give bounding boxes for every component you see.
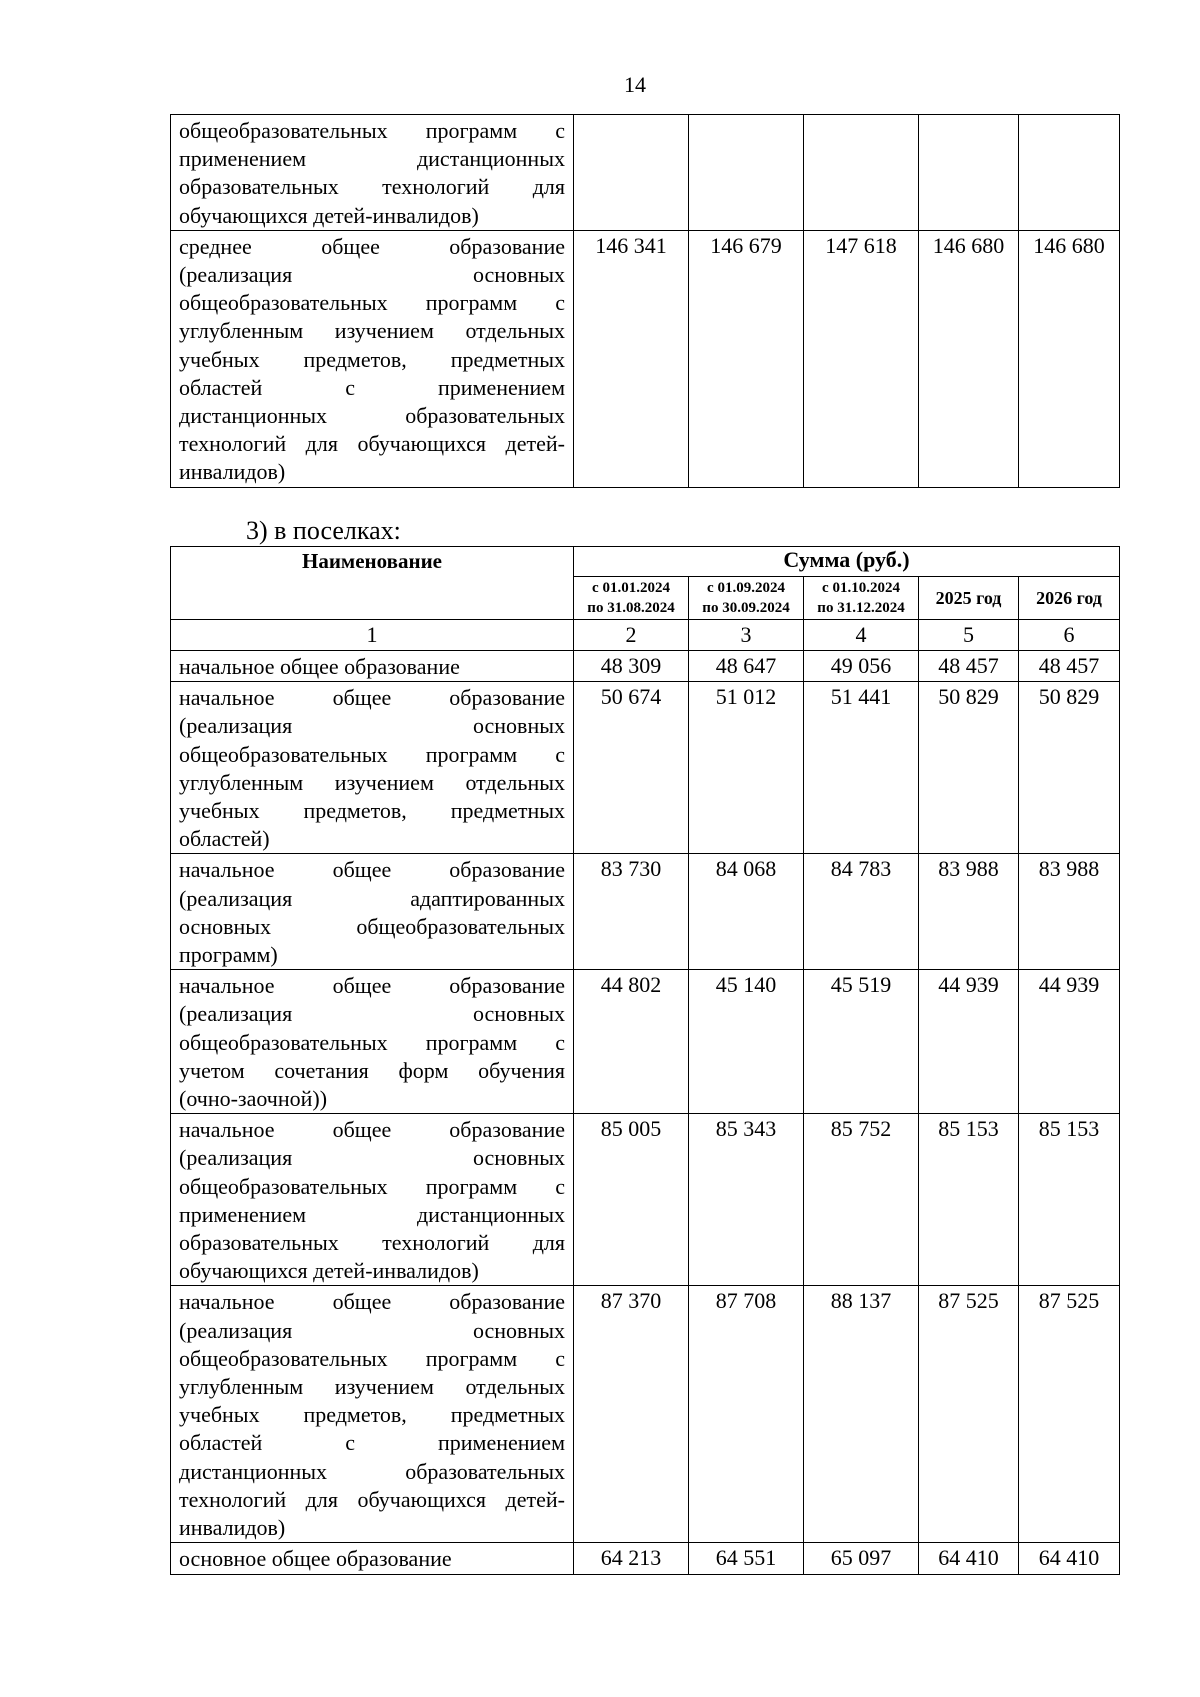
row-name-line: технологий для обучающихся детей- <box>179 431 565 457</box>
value-cell: 87 525 <box>919 1286 1019 1543</box>
value-cell <box>574 115 689 231</box>
row-name-line: начальное общее образование <box>179 973 565 999</box>
value-cell <box>1019 115 1120 231</box>
row-name-line: областей с применением <box>179 374 565 400</box>
row-name-line: областей с применением <box>179 1430 565 1456</box>
value-cell: 146 679 <box>689 230 804 487</box>
header-year-2025: 2025 год <box>919 577 1019 620</box>
header-period-1: с 01.01.2024 по 31.08.2024 <box>574 577 689 620</box>
header-sum: Сумма (руб.) <box>574 547 1120 577</box>
table-row <box>171 682 1120 854</box>
value-cell: 65 097 <box>804 1543 919 1574</box>
row-name-line: учетом сочетания форм обучения <box>179 1057 565 1083</box>
row-name-line: (реализация основных <box>179 713 565 739</box>
value-cell: 48 647 <box>689 651 804 682</box>
row-name-line: общеобразовательных программ с <box>179 741 565 767</box>
settlements-table <box>170 546 1120 1575</box>
value-cell: 87 708 <box>689 1286 804 1543</box>
row-name-line: основное общее образование <box>179 1546 452 1572</box>
row-name-line: применением дистанционных <box>179 1201 565 1227</box>
row-name <box>171 854 574 970</box>
row-name-line: образовательных технологий для <box>179 1230 565 1256</box>
value-cell: 44 802 <box>574 970 689 1114</box>
row-name-line: программ) <box>179 942 278 968</box>
value-cell: 44 939 <box>919 970 1019 1114</box>
row-name-line: (реализация основных <box>179 1001 565 1027</box>
row-name-line: областей) <box>179 826 270 852</box>
row-name-line: дистанционных образовательных <box>179 1458 565 1484</box>
value-cell: 49 056 <box>804 651 919 682</box>
value-cell: 146 680 <box>919 230 1019 487</box>
value-cell: 45 519 <box>804 970 919 1114</box>
row-name-line: начальное общее образование <box>179 685 565 711</box>
row-name-line: дистанционных образовательных <box>179 403 565 429</box>
row-name-line: среднее общее образование <box>179 233 565 259</box>
row-name-line: учебных предметов, предметных <box>179 346 565 372</box>
value-cell: 85 752 <box>804 1114 919 1286</box>
row-name-line: (реализация основных <box>179 1317 565 1343</box>
row-name-line: начальное общее образование <box>179 654 460 679</box>
header-name: Наименование <box>171 547 574 620</box>
row-name <box>171 651 574 682</box>
value-cell: 87 525 <box>1019 1286 1120 1543</box>
row-name-line: начальное общее образование <box>179 1289 565 1315</box>
row-name-line: углубленным изучением отдельных <box>179 318 565 344</box>
value-cell <box>919 115 1019 231</box>
value-cell: 50 829 <box>919 682 1019 854</box>
table-row <box>171 1114 1120 1286</box>
row-name-line: углубленным изучением отдельных <box>179 769 565 795</box>
row-name-line: начальное общее образование <box>179 857 565 883</box>
row-name-line: (реализация основных <box>179 262 565 288</box>
value-cell: 147 618 <box>804 230 919 487</box>
value-cell: 51 012 <box>689 682 804 854</box>
row-name-line: (реализация основных <box>179 1145 565 1171</box>
row-name <box>171 115 574 231</box>
row-name-line: образовательных технологий для <box>179 174 565 200</box>
row-name-line: общеобразовательных программ с <box>179 1345 565 1371</box>
value-cell: 64 410 <box>919 1543 1019 1574</box>
section-title: 3) в поселках: <box>246 516 401 545</box>
row-name <box>171 1114 574 1286</box>
value-cell: 64 213 <box>574 1543 689 1574</box>
value-cell: 85 153 <box>1019 1114 1120 1286</box>
row-name-line: общеобразовательных программ с <box>179 1029 565 1055</box>
row-name-line: углубленным изучением отдельных <box>179 1374 565 1400</box>
table-row <box>171 1543 1120 1574</box>
column-index: 6 <box>1019 620 1120 651</box>
row-name-line: применением дистанционных <box>179 146 565 172</box>
value-cell: 50 829 <box>1019 682 1120 854</box>
header-period-3: с 01.10.2024 по 31.12.2024 <box>804 577 919 620</box>
value-cell <box>804 115 919 231</box>
value-cell: 88 137 <box>804 1286 919 1543</box>
table-row <box>171 1286 1120 1543</box>
row-name-line: основных общеобразовательных <box>179 913 565 939</box>
header-year-2026: 2026 год <box>1019 577 1120 620</box>
value-cell: 48 457 <box>919 651 1019 682</box>
value-cell: 51 441 <box>804 682 919 854</box>
column-index: 3 <box>689 620 804 651</box>
value-cell: 85 343 <box>689 1114 804 1286</box>
row-name-line: начальное общее образование <box>179 1117 565 1143</box>
column-index: 5 <box>919 620 1019 651</box>
row-name-line: (реализация адаптированных <box>179 885 565 911</box>
value-cell: 64 551 <box>689 1543 804 1574</box>
row-name-line: общеобразовательных программ с <box>179 118 565 143</box>
row-name-line: (очно-заочной)) <box>179 1086 328 1112</box>
row-name <box>171 230 574 487</box>
table-row <box>171 230 1120 487</box>
value-cell: 85 005 <box>574 1114 689 1286</box>
column-index: 1 <box>171 620 574 651</box>
row-name <box>171 682 574 854</box>
row-name-line: общеобразовательных программ с <box>179 290 565 316</box>
value-cell: 48 457 <box>1019 651 1120 682</box>
table-row <box>171 651 1120 682</box>
row-name-line: инвалидов) <box>179 1515 286 1541</box>
row-name-line: обучающихся детей-инвалидов) <box>179 202 479 228</box>
row-name-line: технологий для обучающихся детей- <box>179 1486 565 1512</box>
row-name-line: учебных предметов, предметных <box>179 1402 565 1428</box>
value-cell: 64 410 <box>1019 1543 1120 1574</box>
row-name-line: учебных предметов, предметных <box>179 798 565 824</box>
value-cell: 45 140 <box>689 970 804 1114</box>
value-cell: 83 988 <box>1019 854 1120 970</box>
column-index: 2 <box>574 620 689 651</box>
value-cell: 87 370 <box>574 1286 689 1543</box>
row-name-line: инвалидов) <box>179 459 286 485</box>
table-row <box>171 115 1120 231</box>
value-cell: 83 730 <box>574 854 689 970</box>
value-cell: 85 153 <box>919 1114 1019 1286</box>
value-cell: 48 309 <box>574 651 689 682</box>
value-cell: 84 068 <box>689 854 804 970</box>
table-row <box>171 970 1120 1114</box>
continuation-table <box>170 114 1120 488</box>
header-period-2: с 01.09.2024 по 30.09.2024 <box>689 577 804 620</box>
row-name-line: обучающихся детей-инвалидов) <box>179 1258 479 1284</box>
row-name <box>171 1286 574 1543</box>
value-cell: 146 680 <box>1019 230 1120 487</box>
page-number: 14 <box>624 72 646 97</box>
table-row <box>171 854 1120 970</box>
value-cell <box>689 115 804 231</box>
value-cell: 83 988 <box>919 854 1019 970</box>
value-cell: 44 939 <box>1019 970 1120 1114</box>
row-name-line: общеобразовательных программ с <box>179 1173 565 1199</box>
value-cell: 146 341 <box>574 230 689 487</box>
value-cell: 84 783 <box>804 854 919 970</box>
value-cell: 50 674 <box>574 682 689 854</box>
column-index: 4 <box>804 620 919 651</box>
row-name <box>171 970 574 1114</box>
row-name <box>171 1543 574 1574</box>
